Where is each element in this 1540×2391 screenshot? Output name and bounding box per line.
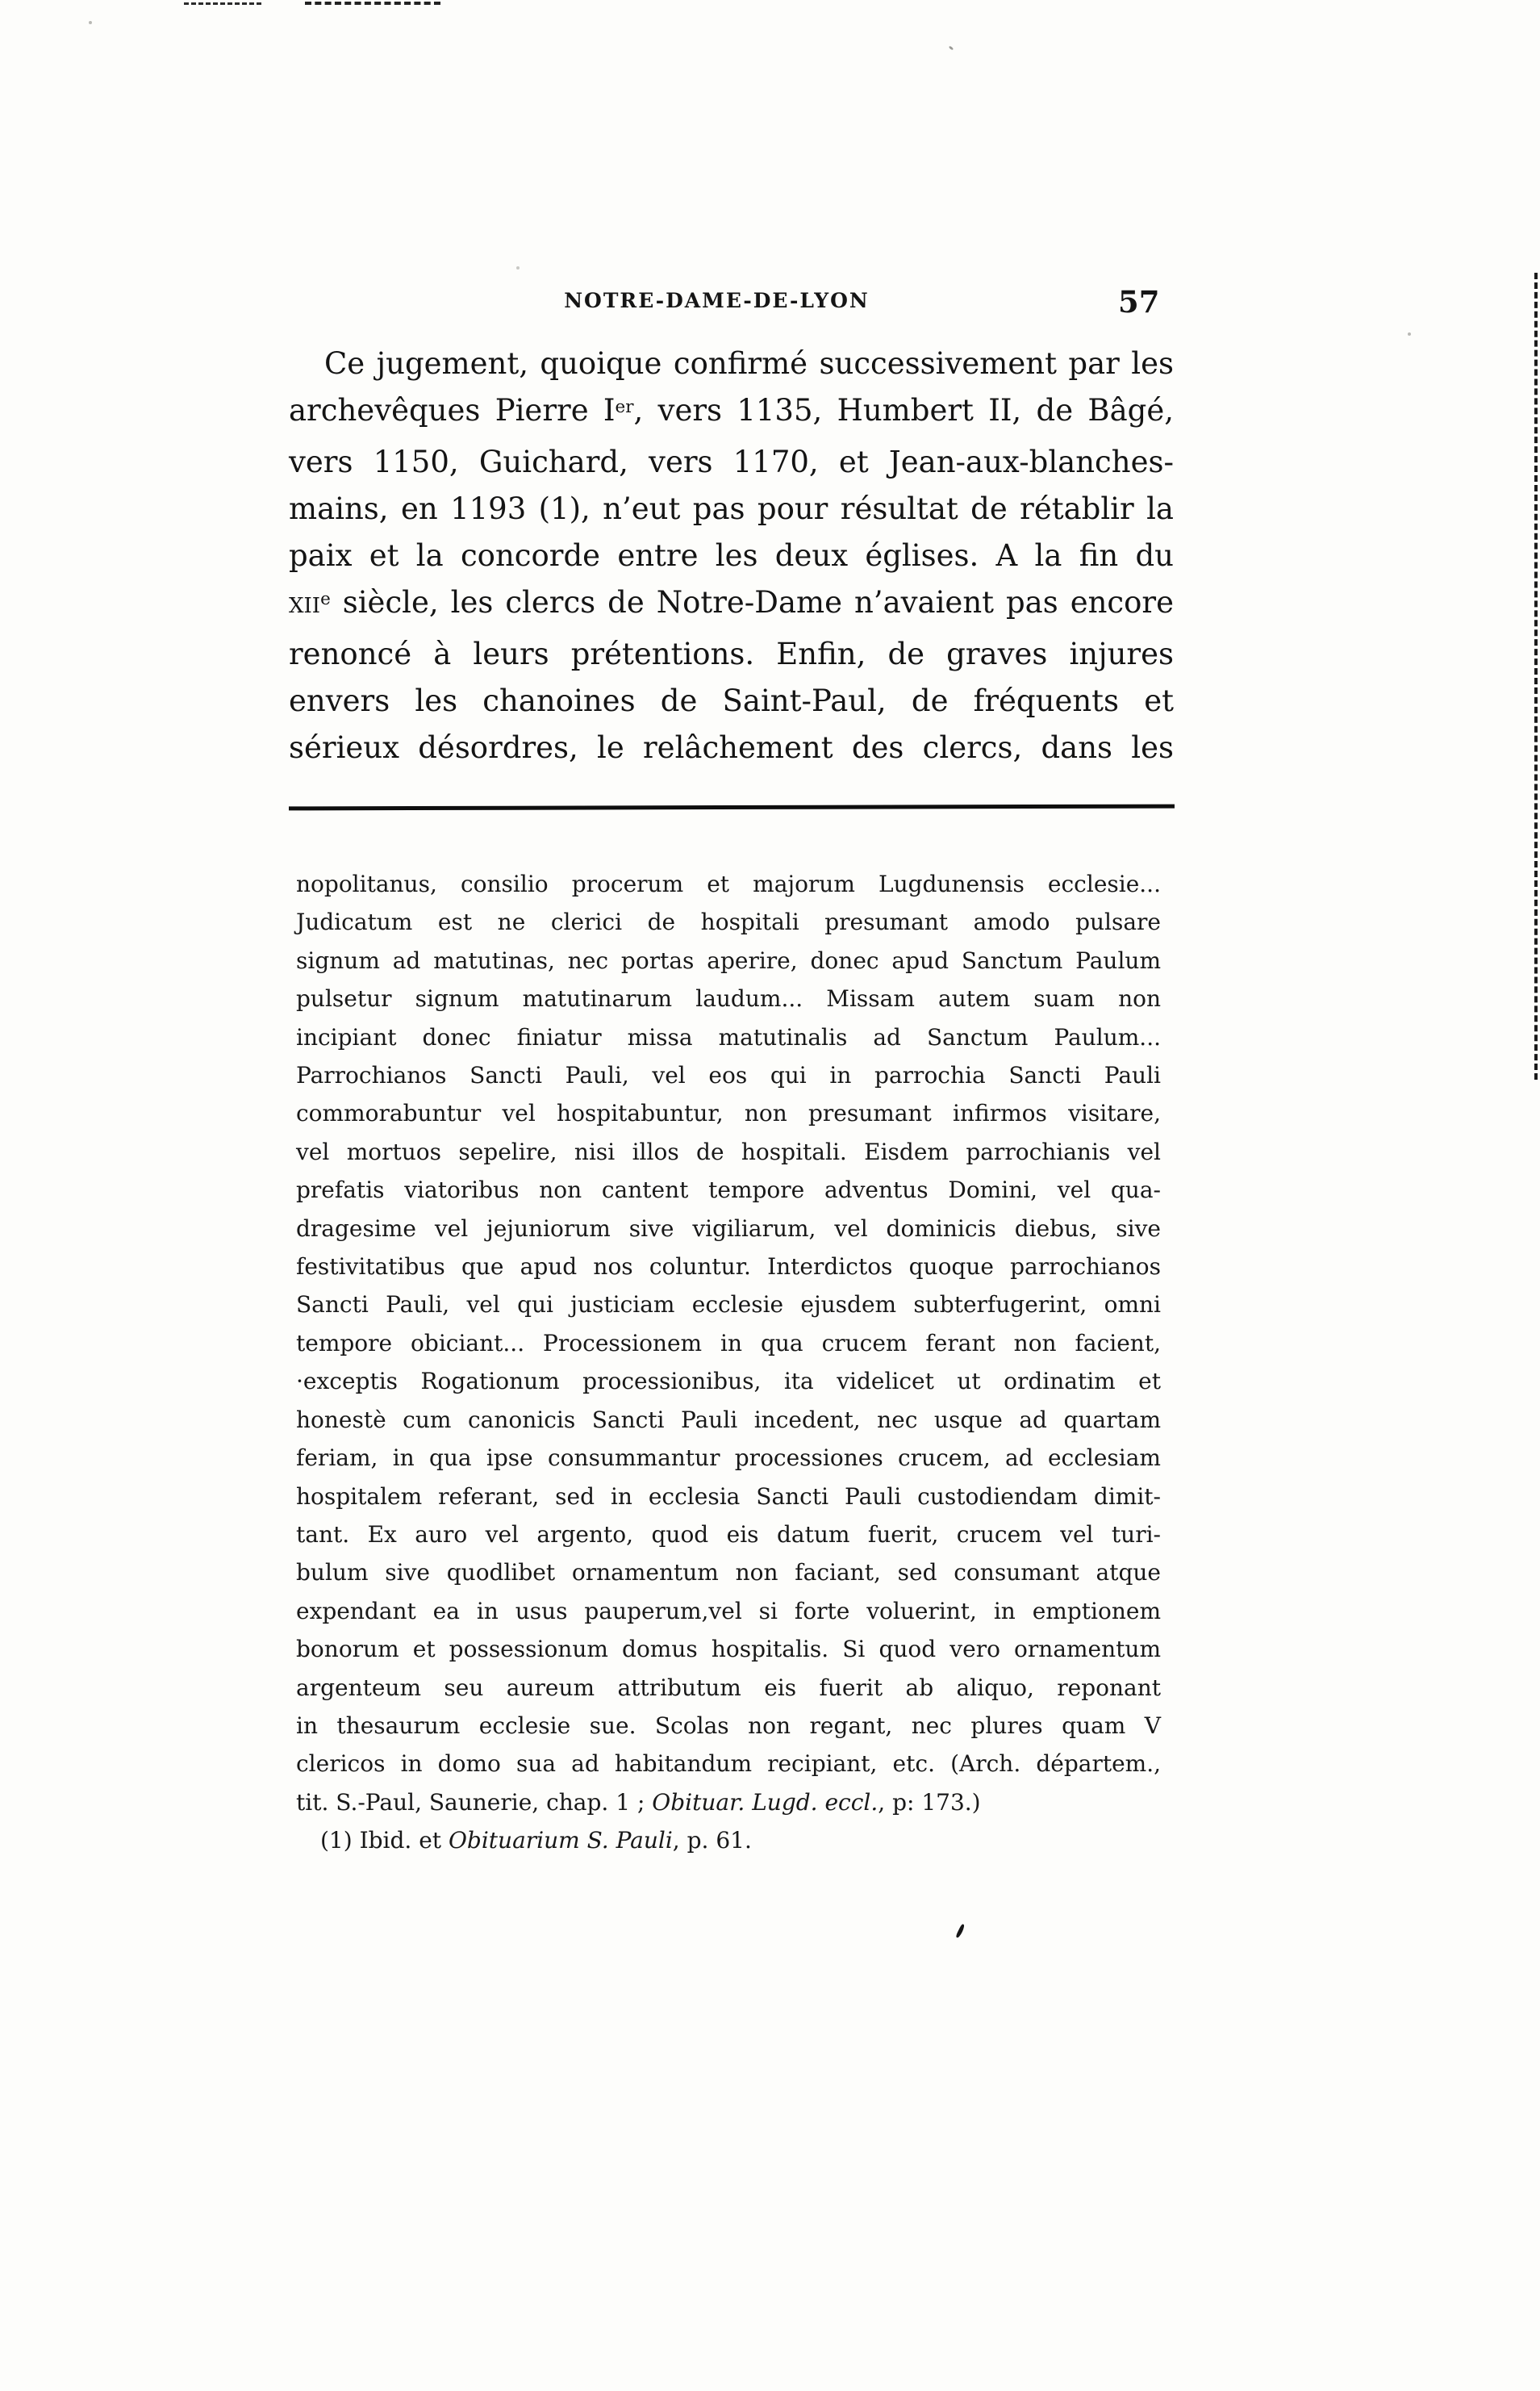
footnote-line	[296, 1324, 1161, 1362]
body-line	[289, 725, 1174, 771]
text-segment: ·exceptis Rogationum processionibus, ita videlicet ut ordinatim et	[296, 1368, 1161, 1395]
footnote-line	[296, 1171, 1161, 1209]
text-segment: commorabuntur vel hospitabuntur, non presumant infirmos visitare,	[296, 1100, 1161, 1127]
footnote-separator-rule	[289, 805, 1175, 811]
text-segment: festivitatibus que apud nos coluntur. Interdictos quoque parrochianos	[296, 1253, 1161, 1281]
text-segment: (1) Ibid. et	[320, 1827, 449, 1854]
text-segment: vel mortuos sepelire, nisi illos de hospitali. Eisdem parrochianis vel	[296, 1138, 1161, 1165]
text-segment: tant. Ex auro vel argento, quod eis datum fuerit, crucem vel turi-	[296, 1520, 1161, 1548]
text-segment: Obituarium S. Pauli	[448, 1827, 673, 1854]
text-segment: sérieux désordres, le relâchement des clercs, dans les	[289, 730, 1174, 765]
footnote-line	[296, 1592, 1161, 1630]
text-segment: in thesaurum ecclesie sue. Scolas non regant, nec plures quam V	[296, 1712, 1161, 1739]
page-number: 57	[1118, 284, 1160, 320]
text-segment: tempore obiciant... Processionem in qua crucem ferant non facient,	[296, 1329, 1161, 1356]
text-segment: archevêques Pierre I	[289, 393, 616, 428]
text-segment: siècle, les clercs de Notre-Dame n’avaient pas encore	[330, 585, 1174, 620]
footnote-line	[296, 903, 1161, 941]
text-segment: envers les chanoines de Saint-Paul, de fréquents et	[289, 683, 1174, 718]
footnote-line	[296, 1362, 1161, 1400]
footnote-line	[296, 1439, 1161, 1477]
footnote-line	[296, 1821, 1161, 1859]
text-segment: honestè cum canonicis Sancti Pauli incedent, nec usque ad quartam	[296, 1406, 1161, 1433]
footnote-line	[296, 865, 1161, 903]
body-line	[289, 439, 1174, 486]
footnote-line	[296, 1630, 1161, 1668]
text-segment: er	[615, 397, 634, 418]
footnote-line	[296, 1783, 1161, 1821]
text-segment: Ce jugement, quoique confirmé successivement par les	[324, 346, 1174, 381]
footnote-line	[296, 1401, 1161, 1439]
body-line	[289, 387, 1174, 439]
footnote-line	[296, 1515, 1161, 1553]
scan-artifact-top-dash	[184, 2, 261, 5]
text-segment: mains, en 1193 (1), n’eut pas pour résultat de rétablir la	[289, 491, 1174, 526]
text-segment: prefatis viatoribus non cantent tempore adventus Domini, vel qua-	[296, 1177, 1161, 1204]
text-segment: argenteum seu aureum attributum eis fuerit ab aliquo, reponant	[296, 1674, 1161, 1701]
text-segment: renoncé à leurs prétentions. Enfin, de graves injures	[289, 637, 1174, 671]
scan-artifact-ink-mark	[955, 1924, 965, 1938]
footnote-line	[296, 1210, 1161, 1248]
text-segment: Parrochianos Sancti Pauli, vel eos qui in parrochia Sancti Pauli	[296, 1062, 1161, 1089]
text-segment: , p. 61.	[672, 1827, 752, 1854]
footnote-line	[296, 1285, 1161, 1323]
footnote-line	[296, 1056, 1161, 1094]
body-line	[289, 631, 1174, 678]
text-segment: bulum sive quodlibet ornamentum non faciant, sed consumant atque	[296, 1559, 1161, 1586]
body-line	[289, 533, 1174, 579]
text-segment: nopolitanus, consilio procerum et majorum Lugdunensis ecclesie...	[296, 871, 1161, 897]
text-segment: vers 1150, Guichard, vers 1170, et Jean-aux-blanches-	[289, 445, 1174, 479]
text-segment: dragesime vel jejuniorum sive vigiliarum, vel dominicis diebus, sive	[296, 1214, 1161, 1242]
scan-artifact-speck	[1408, 332, 1411, 336]
footnote-line	[296, 1745, 1161, 1783]
footnote-block	[296, 865, 1161, 1860]
text-segment: expendant ea in usus pauperum,vel si forte voluerint, in emptionem	[296, 1597, 1161, 1624]
text-segment: e	[320, 589, 331, 610]
text-segment: , vers 1135, Humbert II, de Bâgé,	[633, 393, 1174, 428]
scan-artifact-page-edge	[1534, 273, 1538, 1080]
footnote-line	[296, 1094, 1161, 1132]
footnote-line	[296, 1018, 1161, 1056]
body-line	[289, 678, 1174, 725]
text-segment: bonorum et possessionum domus hospitalis. Si quod vero ornamentum	[296, 1636, 1161, 1663]
text-segment: clericos in domo sua ad habitandum recipiant, etc. (Arch. départem.,	[296, 1750, 1161, 1778]
body-line	[289, 579, 1174, 631]
text-segment: hospitalem referant, sed in ecclesia Sancti Pauli custodiendam dimit-	[296, 1482, 1161, 1510]
text-segment: Sancti Pauli, vel qui justiciam ecclesie ejusdem subterfugerint, omni	[296, 1291, 1161, 1319]
text-segment: incipiant donec finiatur missa matutinalis ad Sanctum Paulum...	[296, 1023, 1161, 1051]
main-paragraph	[289, 341, 1174, 771]
scan-artifact-top-dash	[305, 2, 440, 5]
text-segment: Obituar. Lugd. eccl.	[652, 1788, 879, 1816]
text-segment: feriam, in qua ipse consummantur processiones crucem, ad ecclesiam	[296, 1444, 1161, 1472]
body-line	[289, 341, 1174, 387]
text-segment: signum ad matutinas, nec portas aperire, donec apud Sanctum Paulum	[296, 947, 1161, 974]
footnote-line	[296, 980, 1161, 1018]
footnote-line	[296, 942, 1161, 980]
footnote-line	[296, 1248, 1161, 1285]
text-segment: tit. S.-Paul, Saunerie, chap. 1 ;	[296, 1788, 653, 1816]
footnote-line	[296, 1133, 1161, 1171]
footnote-line	[296, 1669, 1161, 1707]
text-segment: pulsetur signum matutinarum laudum... Missam autem suam non	[296, 985, 1161, 1013]
text-segment: xii	[289, 585, 321, 620]
running-header-title: NOTRE-DAME-DE-LYON	[564, 289, 870, 312]
scan-artifact-speck	[516, 266, 520, 270]
body-line	[289, 486, 1174, 533]
scan-artifact-speck	[89, 21, 92, 24]
footnote-line	[296, 1707, 1161, 1745]
footnote-line	[296, 1478, 1161, 1515]
text-segment: , p: 173.)	[878, 1788, 981, 1816]
scan-artifact-speck	[949, 45, 954, 50]
footnote-line	[296, 1553, 1161, 1591]
text-segment: Judicatum est ne clerici de hospitali presumant amodo pulsare	[296, 909, 1161, 936]
text-segment: paix et la concorde entre les deux églises. A la fin du	[289, 538, 1174, 573]
